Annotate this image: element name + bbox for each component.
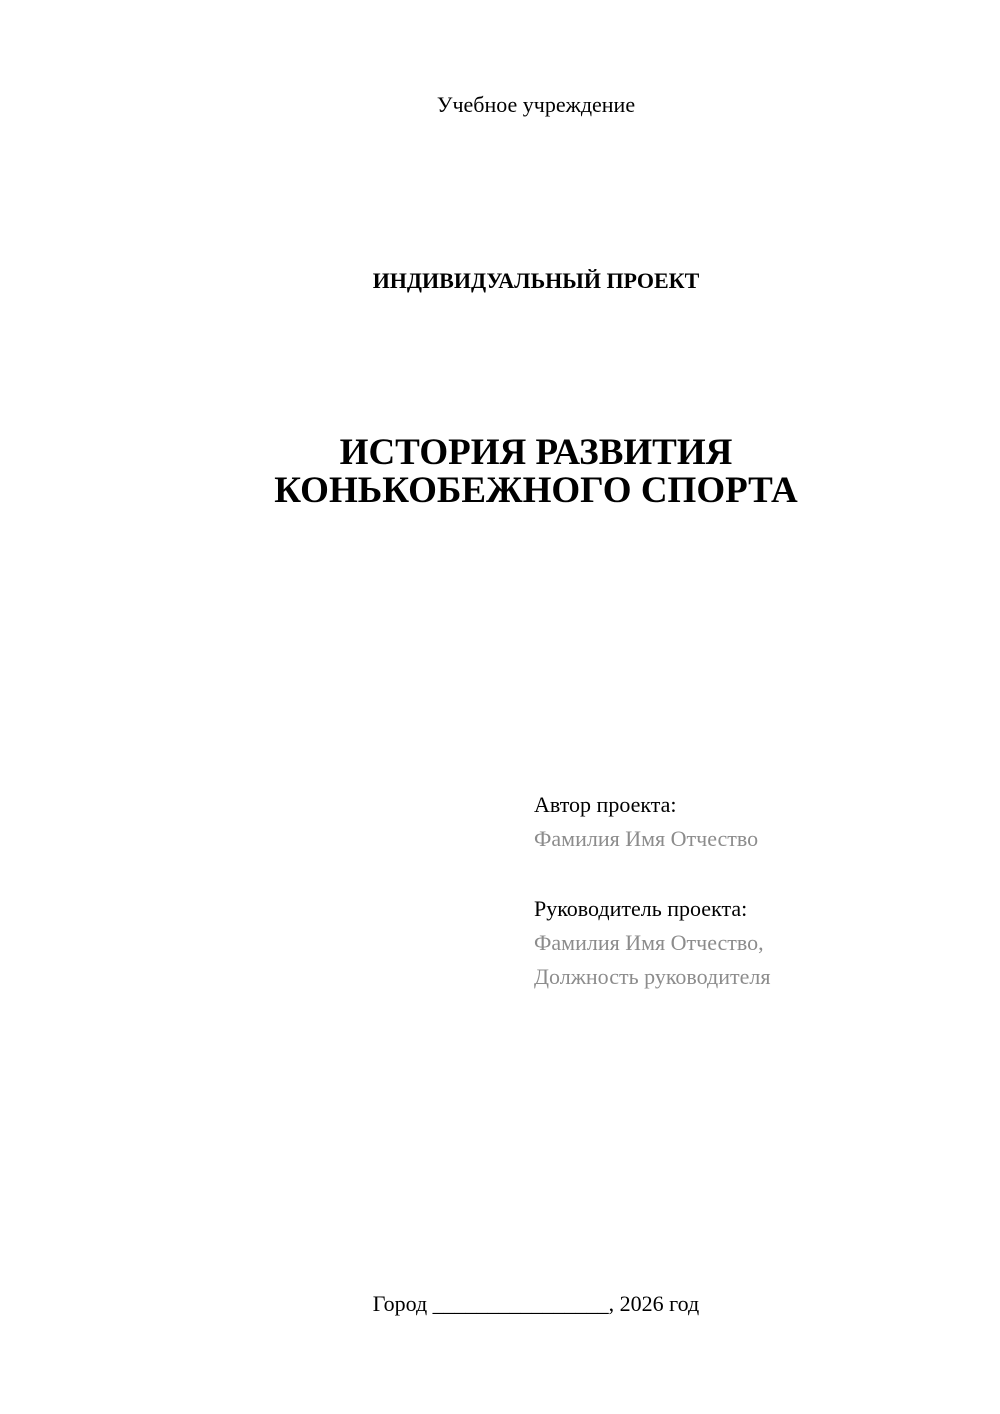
author-label: Автор проекта: — [534, 792, 677, 817]
credits-block — [534, 788, 770, 994]
supervisor-name: Фамилия Имя Отчество, — [534, 930, 764, 955]
credits-spacer — [534, 856, 770, 892]
supervisor-position: Должность руководителя — [534, 964, 771, 989]
project-title-line-1: ИСТОРИЯ РАЗВИТИЯ — [339, 432, 733, 473]
city-year-line: Город ________________, 2026 год — [372, 1291, 700, 1316]
institution-name: Учебное учреждение — [436, 92, 636, 117]
supervisor-label: Руководитель проекта: — [534, 896, 748, 921]
project-title — [0, 434, 1000, 510]
author-name: Фамилия Имя Отчество — [534, 826, 759, 851]
project-type-heading: ИНДИВИДУАЛЬНЫЙ ПРОЕКТ — [372, 268, 700, 293]
project-title-line-2: КОНЬКОБЕЖНОГО СПОРТА — [274, 470, 798, 511]
